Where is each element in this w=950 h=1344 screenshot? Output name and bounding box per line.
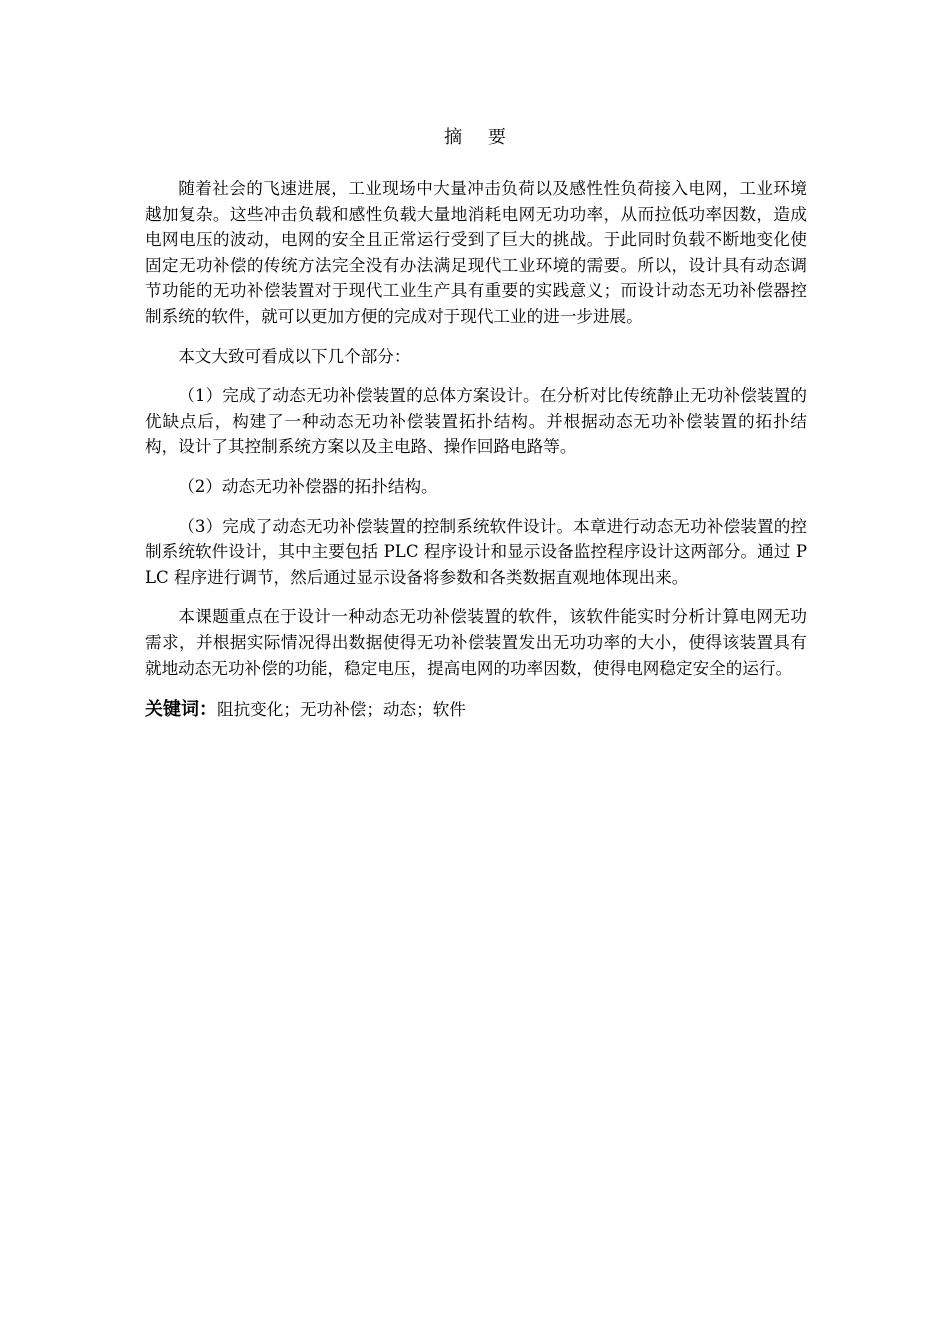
paragraph-part-3: （3）完成了动态无功补偿装置的控制系统软件设计。本章进行动态无功补偿装置的控制系统软件设计，其中主要包括 PLC 程序设计和显示设备监控程序设计这两部分。通过 PLC 程序进行调节，然后通过显示设备将参数和各类数据直观地体现出来。 <box>145 516 807 587</box>
keywords-label: 关键词： <box>145 699 217 721</box>
paragraph-focus: 本课题重点在于设计一种动态无功补偿装置的软件，该软件能实时分析计算电网无功需求，并根据实际情况得出数据使得无功补偿装置发出无功功率的大小，使得该装置具有就地动态无功补偿的功能，稳定电压，提高电网的功率因数，使得电网稳定安全的运行。 <box>145 607 807 678</box>
abstract-body <box>145 176 807 723</box>
page-title: 摘 要 <box>444 127 516 148</box>
paragraph-part-1: （1）完成了动态无功补偿装置的总体方案设计。在分析对比传统静止无功补偿装置的优缺点后，构建了一种动态无功补偿装置拓扑结构。并根据动态无功补偿装置的拓扑结构，设计了其控制系统方案以及主电路、操作回路电路等。 <box>145 386 807 457</box>
keywords-text: 阻抗变化；无功补偿；动态；软件 <box>217 700 466 720</box>
paragraph-part-2: （2）动态无功补偿器的拓扑结构。 <box>178 476 438 496</box>
paragraph-outline: 本文大致可看成以下几个部分： <box>178 346 411 366</box>
paragraph-intro: 随着社会的飞速进展，工业现场中大量冲击负荷以及感性性负荷接入电网，工业环境越加复杂。这些冲击负载和感性负载大量地消耗电网无功功率，从而拉低功率因数，造成电网电压的波动，电网的安全且正常运行受到了巨大的挑战。于此同时负载不断地变化使固定无功补偿的传统方法完全没有办法满足现代工业环境的需要。所以，设计具有动态调节功能的无功补偿装置对于现代工业生产具有重要的实践意义；而设计动态无功补偿器控制系统的软件，就可以更加方便的完成对于现代工业的进一步进展。 <box>145 179 807 326</box>
keywords-line <box>145 697 807 723</box>
